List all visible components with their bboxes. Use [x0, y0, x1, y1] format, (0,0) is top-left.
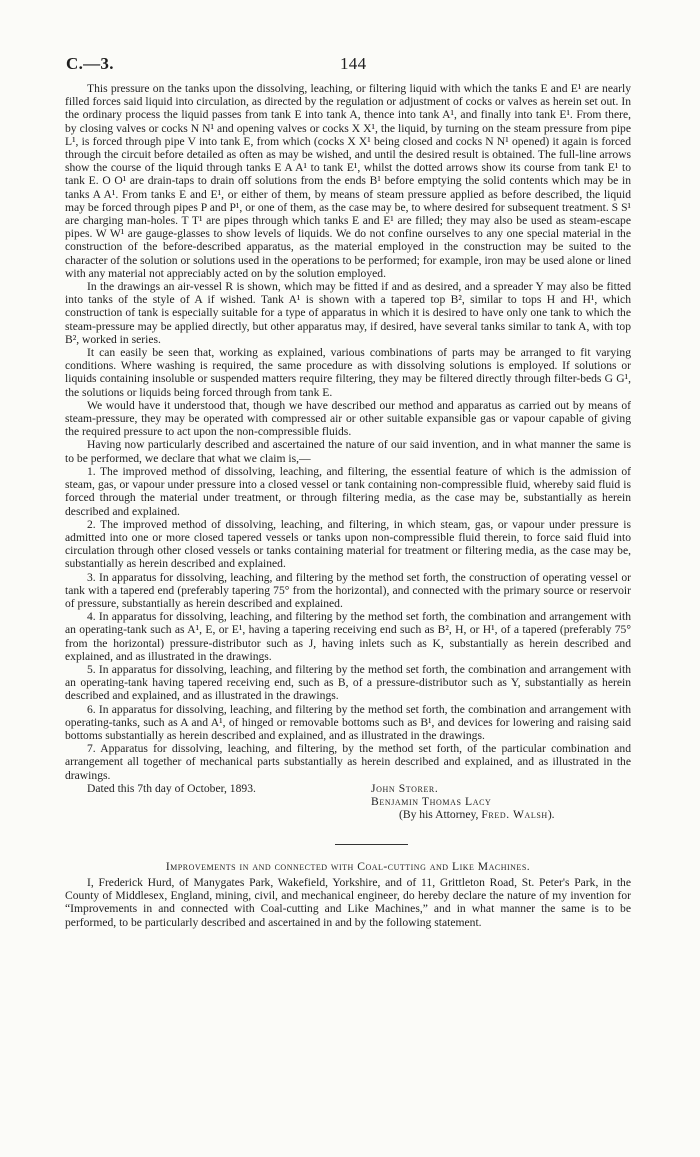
page-number: 144	[340, 54, 367, 73]
signature-block	[65, 782, 631, 844]
paragraph-compressed-air: We would have it understood that, though we have described our method and apparatus as carried out by means of steam-pressure, they may be operated with compressed air or other suitable expansible gas or vapour capable of giving the required pressure to act upon the non-compressible fluids.	[65, 398, 631, 439]
attorney-prefix: (By his Attorney,	[399, 807, 482, 821]
section-divider-wrap	[65, 844, 631, 860]
paragraph-air-vessel: In the drawings an air-vessel R is shown, which may be fitted if and as desired, and a spreader Y may also be fitted into tanks of the style of A if wished. Tank A¹ is shown with a tapered top B², similar to tops H and H¹, which construction of tank is especially suitable for a type of apparatus in which it is desired to have only one tank to which the steam-pressure may be applied directly, but other apparatus may, if desired, have several tanks similar to tank A, with top B², worked in series.	[65, 280, 631, 346]
signatory-1: John Storer.	[371, 781, 439, 795]
paragraph-claims-intro: Having now particularly described and ascertained the nature of our said invention, and in what manner the same is to be performed, we declare that what we claim is,—	[65, 438, 631, 465]
claim-4: 4. In apparatus for dissolving, leaching, and filtering by the method set forth, the combination and arrangement with an operating-tank such as A¹, E, or E¹, having a tapering receiving end such as B², H, or H¹, of a tapered (preferably 75° from the horizontal) pressure-distributor such as J, having inlets such as K, substantially as herein described and explained, and as illustrated in the drawings.	[65, 610, 631, 663]
attorney-name: Fred. Walsh	[481, 807, 548, 821]
attorney-line	[399, 808, 555, 821]
paragraph-process-description: This pressure on the tanks upon the dissolving, leaching, or filtering liquid with which the tanks E and E¹ are nearly filled forces said liquid into circulation, as directed by the regulation or adjustment of cocks or valves as herein set out. In the ordinary process the liquid passes from tank E into tank A, thence into tank A¹, and finally into tank E¹. From there, by closing valves or cocks N N¹ and opening valves or cocks X X¹, the liquid, by turning on the steam pressure from pipe L¹, is forced through pipe V into tank E, from which (cocks X X¹ being closed and cocks N N¹ opened) it again is forced through the circuit before detailed as often as may be wished, and until the desired result is obtained. The full-line arrows show the course of the liquid through tanks E A A¹ to tank E¹, whilst the dotted arrows show its course from tank E¹ to tank E. O O¹ are drain-taps to drain off solutions from the ends B¹ before emptying the solid contents which may be in tanks A A¹. From tanks E and E¹, or either of them, by means of steam pressure applied as before described, the liquid may be forced through pipes P and P¹, or one of them, as the case may be, to where desired for subsequent treatment. S S¹ are charging man-holes. T T¹ are pipes through which tanks E and E¹ are filled; they may also be used as steam-escape pipes. W W¹ are gauge-glasses to show levels of liquids. We do not confine ourselves to any one special material in the construction of the before-described apparatus, as the material employed in the construction may be suited to the character of the solution or solutions used in the operations to be performed; for example, iron may be used alone or lined with any material not appreciably acted on by the solution employed.	[65, 82, 631, 280]
paragraph-hurd-declaration: I, Frederick Hurd, of Manygates Park, Wakefield, Yorkshire, and of 11, Grittleton Road, St. Peter's Park, in the County of Middlesex, England, mining, civil, and mechanical engineer, do hereby declare the nature of my invention for “Improvements in and connected with Coal-cutting and Like Machines,” and in what manner the same is to be performed, to be particularly described and ascertained in and by the following statement.	[65, 875, 631, 929]
section-title: Improvements in and connected with Coal-cutting and Like Machines.	[165, 859, 531, 873]
claim-6: 6. In apparatus for dissolving, leaching, and filtering by the method set forth, the combination and arrangement with operating-tanks, such as A and A¹, of hinged or removable bottoms such as B¹, and devices for lowering and raising said bottoms substantially as herein described and explained, and as illustrated in the drawings.	[65, 702, 631, 742]
claim-2: 2. The improved method of dissolving, leaching, and filtering, in which steam, gas, or vapour under pressure is admitted into one or more closed tapered vessels or tanks upon non-compressible fluid therein, to force said fluid into circulation through other closed vessels or tanks containing material for treatment or filtering media, as the case may be, substantially as herein described and explained.	[65, 517, 631, 571]
claim-5: 5. In apparatus for dissolving, leaching, and filtering by the method set forth, the combination and arrangement with an operating-tank having tapered receiving end, such as B, of a pressure-distributor such as Y, substantially as herein described and explained, and as illustrated in the drawings.	[65, 662, 631, 703]
claim-3: 3. In apparatus for dissolving, leaching, and filtering by the method set forth, the construction of operating vessel or tank with a tapered end (preferably tapering 75° from the horizontal), and connected with the primary source or reservoir of pressure, substantially as herein described and explained.	[65, 570, 631, 610]
claim-7: 7. Apparatus for dissolving, leaching, and filtering, by the method set forth, of the particular combination and arrangement all together of mechanical parts substantially as herein described and explained, and as illustrated in the drawings.	[65, 742, 631, 782]
signature-date: Dated this 7th day of October, 1893.	[87, 781, 256, 795]
document-reference: C.—3.	[66, 54, 114, 73]
document-body	[65, 82, 631, 929]
signatory-2: Benjamin Thomas Lacy	[371, 794, 492, 808]
section-divider	[335, 844, 408, 845]
claim-1: 1. The improved method of dissolving, leaching, and filtering, the essential feature of which is the admission of steam, gas, or vapour under pressure into a closed vessel or tank containing non-compressible fluid, whereby said fluid is forced through the material under treatment, or through filtering media, as the case may be, substantially as herein described and explained.	[65, 464, 631, 518]
paragraph-combinations: It can easily be seen that, working as explained, various combinations of parts may be arranged to fit varying conditions. Where washing is required, the same procedure as with dissolving solutions is employed. If solutions or liquids containing insoluble or suspended matters require filtering, they may be filtered directly through filter-beds G G¹, the solutions or liquids being forced through from tank E.	[65, 346, 631, 399]
attorney-suffix: ).	[547, 807, 555, 821]
